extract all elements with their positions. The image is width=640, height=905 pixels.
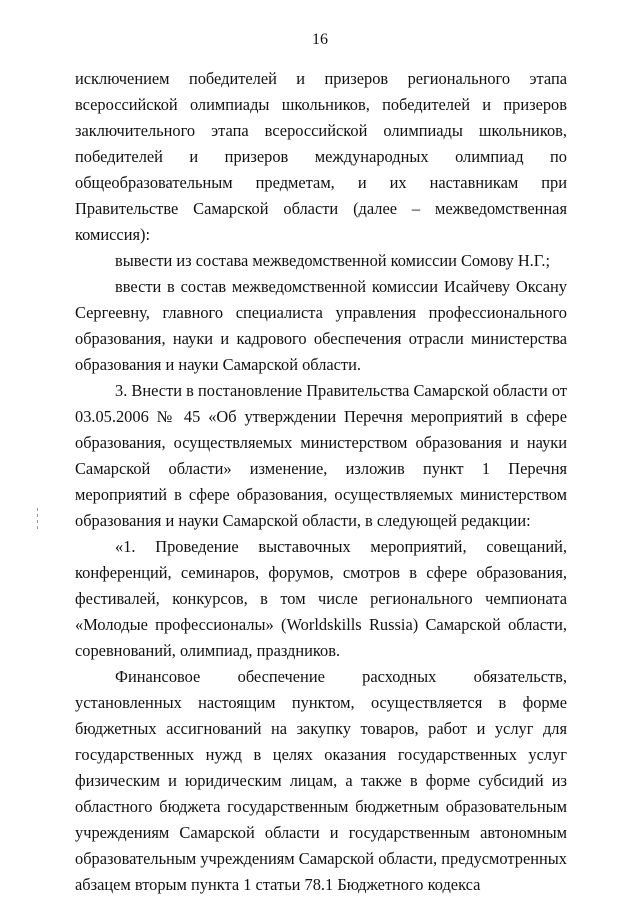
margin-tick-marks [36, 505, 40, 535]
paragraph-commission-intro: исключением победителей и призеров регионального этапа всероссийской олимпиады школьников, победителей и призеров заключительного этапа всероссийской олимпиады школьников, победителей и призеров международных олимпиад по общеобразовательным предметам, и их наставникам при Правительстве Самарской области (далее – межведомственная комиссия): [75, 69, 567, 244]
paragraph-add-member: ввести в состав межведомственной комиссии Исайчеву Оксану Сергеевну, главного специалиста управления профессионального образования, науки и кадрового обеспечения отрасли министерства образования и науки Самарской области. [75, 277, 567, 374]
document-body [75, 66, 567, 898]
paragraph-item-3: 3. Внести в постановление Правительства Самарской области от 03.05.2006 № 45 «Об утверждении Перечня мероприятий в сфере образования, осуществляемых министерством образования и науки Самарской области» изменение, изложив пункт 1 Перечня мероприятий в сфере образования, осуществляемых министерством образования и науки Самарской области, в следующей редакции: [75, 381, 567, 530]
page-number: 16 [312, 31, 328, 48]
paragraph-new-item-1: «1. Проведение выставочных мероприятий, совещаний, конференций, семинаров, форумов, смотров в сфере образования, фестивалей, конкурсов, в том числе регионального чемпионата «Молодые профессионалы» (Worldskills Russia) Самарской области, соревнований, олимпиад, праздников. [75, 537, 567, 660]
paragraph-financing: Финансовое обеспечение расходных обязательств, установленных настоящим пунктом, осуществляется в форме бюджетных ассигнований на закупку товаров, работ и услуг для государственных нужд в целях оказания государственных услуг физическим и юридическим лицам, а также в форме субсидий из областного бюджета государственным бюджетным образовательным учреждениям Самарской области и государственным автономным образовательным учреждениям Самарской области, предусмотренных абзацем вторым пункта 1 статьи 78.1 Бюджетного кодекса [75, 667, 567, 894]
paragraph-remove-member: вывести из состава межведомственной комиссии Сомову Н.Г.; [115, 251, 551, 270]
